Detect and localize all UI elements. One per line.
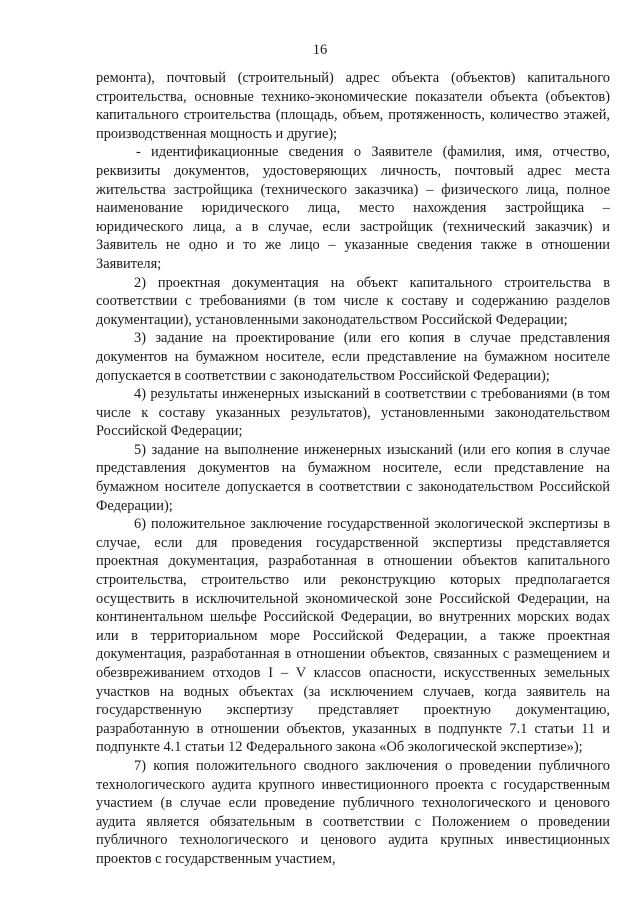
- paragraph-item-3: 3) задание на проектирование (или его копия в случае представления документов на бумажном носителе, если представление на бумажном носителе допускается в соответствии с законодательством Российской Федерации);: [96, 330, 610, 384]
- paragraph-item-6: 6) положительное заключение государственной экологической экспертизы в случае, если для проведения государственной экспертизы представляется проектная документация, разработанная в отношении объектов капитального строительства, строительство или реконструкцию которых предполагается осуществить в исключительной экономической зоне Российской Федерации, на континентальном шельфе Российской Федерации, во внутренних морских водах или в территориальном море Российской Федерации, а также проектная документация, разработанная в отношении объектов, связанных с размещением и обезвреживанием отходов I – V классов опасности, искусственных земельных участков на водных объектах (за исключением случаев, когда заявитель на государственную экспертизу представляет проектную документацию, разработанную в отношении объектов, указанных в подпункте 7.1 статьи 11 и подпункте 4.1 статьи 12 Федерального закона «Об экологической экспертизе»);: [96, 516, 610, 756]
- document-body: [96, 69, 610, 869]
- page-number: 16: [312, 42, 328, 58]
- paragraph-item-4: 4) результаты инженерных изысканий в соответствии с требованиями (в том числе к составу указанных результатов), установленными законодательством Российской Федерации;: [96, 386, 610, 440]
- paragraph-item-7: 7) копия положительного сводного заключения о проведении публичного технологического аудита крупного инвестиционного проекта с государственным участием (в случае если проведение публичного технологического и ценового аудита является обязательным в соответствии с Положением о проведении публичного технологического и ценового аудита крупных инвестиционных проектов с государственным участием,: [96, 757, 610, 867]
- paragraph-item-5: 5) задание на выполнение инженерных изысканий (или его копия в случае представления документов на бумажном носителе, если представление на бумажном носителе допускается в соответствии с законодательством Российской Федерации);: [96, 441, 610, 514]
- paragraph-applicant-info: - идентификационные сведения о Заявителе (фамилия, имя, отчество, реквизиты документов, удостоверяющих личность, почтовый адрес места жительства застройщика (технического заказчика) – физического лица, полное наименование юридического лица, место нахождения застройщика – юридического лица, а в случае, если застройщик (технический заказчик) и Заявитель не одно и то же лицо – указанные сведения также в отношении Заявителя;: [96, 144, 610, 272]
- paragraph-continuation: ремонта), почтовый (строительный) адрес объекта (объектов) капитального строительства, основные технико-экономические показатели объекта (объектов) капитального строительства (площадь, объем, протяженность, количество этажей, производственная мощность и другие);: [96, 70, 610, 142]
- paragraph-item-2: 2) проектная документация на объект капитального строительства в соответствии с требованиями (в том числе к составу и содержанию разделов документации), установленными законодательством Российской Федерации;: [96, 274, 610, 328]
